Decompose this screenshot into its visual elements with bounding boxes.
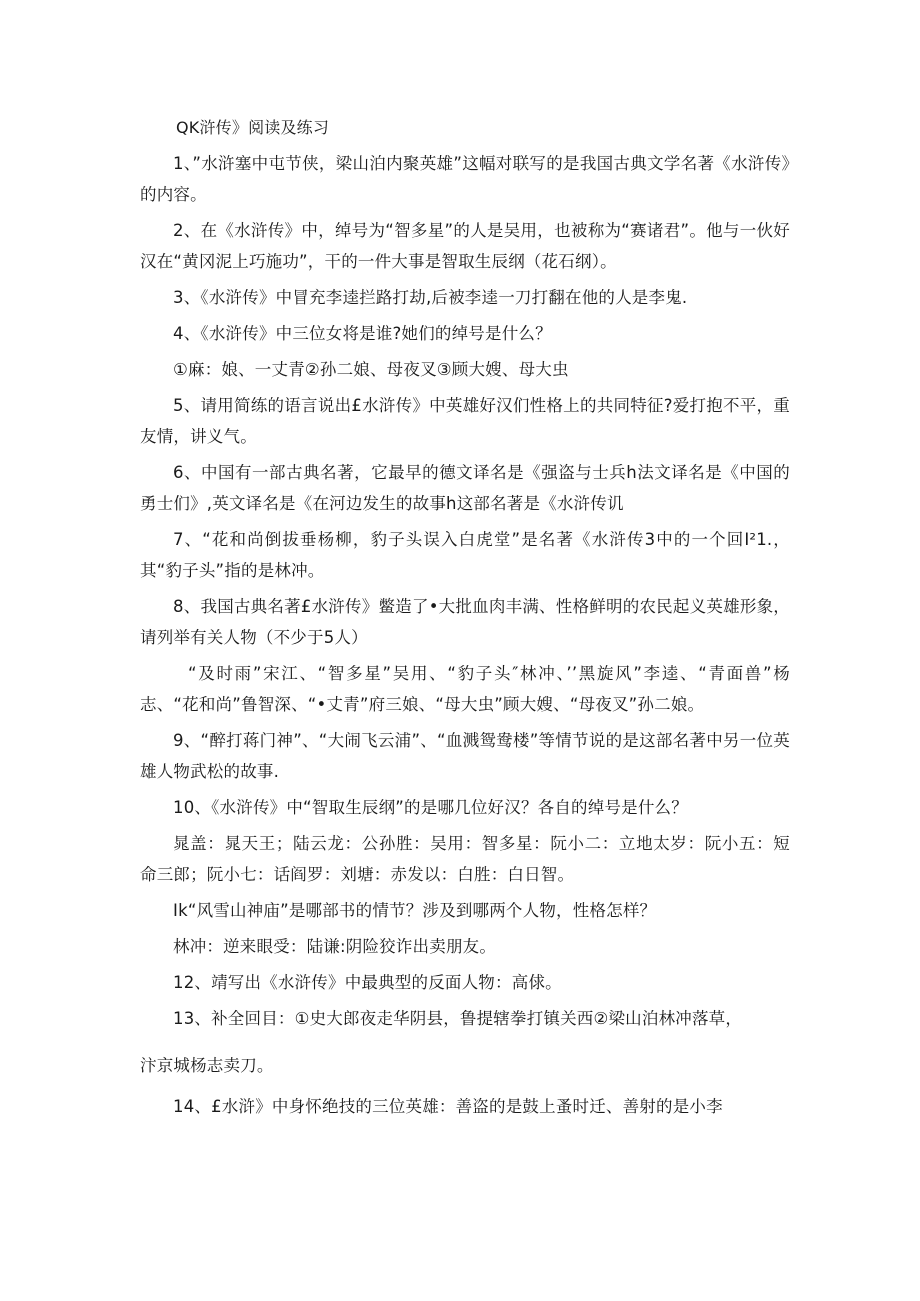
question-3: 3、《水浒传》中冒充李逵拦路打劫,后被李逵一刀打翻在他的人是李鬼. <box>173 288 688 307</box>
question-7: 7、“花和尚倒拔垂杨柳，豹子头误入白虎堂”是名著《水浒传3中的一个回I²1.，其“豹子头”指的是林冲。 <box>140 530 790 580</box>
question-11: Ik“风雪山神庙”是哪部书的情节？涉及到哪两个人物，性格怎样？ <box>173 901 657 920</box>
document-body <box>140 112 790 1127</box>
question-10: 10、《水浒传》中“智取生辰纲”的是哪几位好汉？各自的绰号是什么？ <box>173 798 688 817</box>
answer-11: 林冲：逆来眼受：陆谦:阴险狡诈出卖朋友。 <box>173 937 497 956</box>
question-2: 2、在《水浒传》中，绰号为“智多星”的人是吴用，也被称为“赛诸君”。他与一伙好汉在“黄冈泥上巧施功”，干的一件大事是智取生辰纲（花石纲）。 <box>140 221 790 271</box>
answer-4: ①麻：娘、一丈青②孙二娘、母夜叉③顾大嫂、母大虫 <box>173 360 569 379</box>
question-13-continuation: 汴京城杨志卖刀。 <box>140 1056 274 1075</box>
question-12: 12、靖写出《水浒传》中最典型的反面人物：高俅。 <box>173 973 562 992</box>
question-4: 4、《水浒传》中三位女将是谁?她们的绰号是什么？ <box>173 324 552 343</box>
answer-10: 晁盖：晁天王；陆云龙：公孙胜：吴用：智多星：阮小二：立地太岁：阮小五：短命三郎；阮小七：话阎罗：刘塘：赤发以：白胜：白日智。 <box>140 834 790 884</box>
question-1: 1、”水浒塞中屯节侠，梁山泊内聚英雄”这幅对联写的是我国古典文学名著《水浒传》的内容。 <box>140 154 790 204</box>
question-13: 13、补全回目：①史大郎夜走华阴县，鲁提辖拳打镇关西②梁山泊林冲落草， <box>173 1009 743 1028</box>
question-9: 9、“醉打蒋门神”、“大闹飞云浦”、“血溅鸳鸯楼”等情节说的是这部名著中另一位英雄人物武松的故事. <box>140 731 790 781</box>
document-title: QK浒传》阅读及练习 <box>176 118 330 137</box>
answer-8: “及时雨”宋江、“智多星”吴用、“豹子头″林冲、’’黑旋风”李逵、“青面兽”杨志、“花和尚”鲁智深、“•丈青”府三娘、“母大虫”顾大嫂、“母夜叉”孙二娘。 <box>140 664 790 714</box>
question-8: 8、我国古典名著£水浒传》鳖造了•大批血肉丰满、性格鲜明的农民起义英雄形象，请列举有关人物（不少于5人） <box>140 597 790 647</box>
question-6: 6、中国有一部古典名著，它最早的德文译名是《强盗与士兵h法文译名是《中国的勇士们》,英文译名是《在河边发生的故事h这部名著是《水浒传讥 <box>140 463 790 513</box>
question-14: 14、£水浒》中身怀绝技的三位英雄：善盗的是鼓上蚤时迁、善射的是小李 <box>173 1097 723 1116</box>
question-5: 5、请用简练的语言说出£水浒传》中英雄好汉们性格上的共同特征?爱打抱不平，重友情，讲义气。 <box>140 396 790 446</box>
